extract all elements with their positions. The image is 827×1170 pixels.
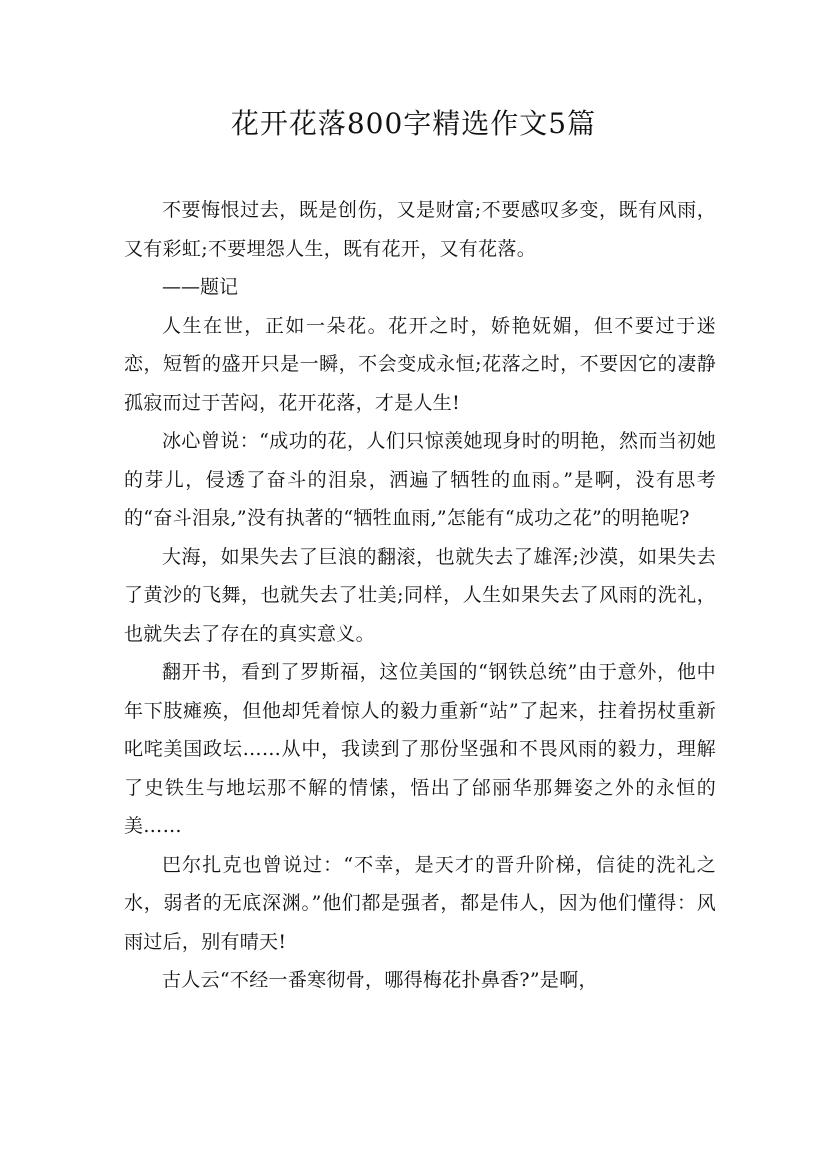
paragraph-bingxin-quote: 冰心曾说：“成功的花，人们只惊羡她现身时的明艳，然而当初她的芽儿，侵透了奋斗的泪泉，洒遍了牺牲的血雨。”是啊，没有思考的“奋斗泪泉,”没有执著的“牺牲血雨,”怎能有“成功之花”的明艳呢? [124,430,716,529]
paragraph-balzac-quote: 巴尔扎克也曾说过：“不幸，是天才的晋升阶梯，信徒的洗礼之水，弱者的无底深渊。”他们都是强者，都是伟人，因为他们懂得：风雨过后，别有晴天! [124,853,716,953]
paragraph-roosevelt: 翻开书，看到了罗斯福，这位美国的“钢铁总统”由于意外，他中年下肢瘫痪，但他却凭着惊人的毅力重新“站”了起来，拄着拐杖重新叱咤美国政坛……从中，我读到了那份坚强和不畏风雨的毅力，理解了史铁生与地坛那不解的情愫，悟出了邰丽华那舞姿之外的永恒的美…… [124,661,716,837]
paragraph-intro: 不要悔恨过去，既是创伤，又是财富;不要感叹多变，既有风雨，又有彩虹;不要埋怨人生，既有花开，又有花落。 [124,199,716,260]
paragraph-life: 人生在世，正如一朵花。花开之时，娇艳妩媚，但不要过于迷恋，短暂的盛开只是一瞬，不会变成永恒;花落之时，不要因它的凄静孤寂而过于苦闷，花开花落，才是人生! [124,314,716,414]
epigraph-signature: ——题记 [162,276,239,298]
document-title: 花开花落800字精选作文5篇 [230,107,597,140]
paragraph-plum-blossom: 古人云“不经一番寒彻骨，哪得梅花扑鼻香?”是啊， [162,969,598,991]
document-body [124,191,716,1000]
paragraph-sea-desert: 大海，如果失去了巨浪的翻滚，也就失去了雄浑;沙漠，如果失去了黄沙的飞舞，也就失去了壮美;同样，人生如果失去了风雨的洗礼，也就失去了存在的真实意义。 [124,545,716,645]
